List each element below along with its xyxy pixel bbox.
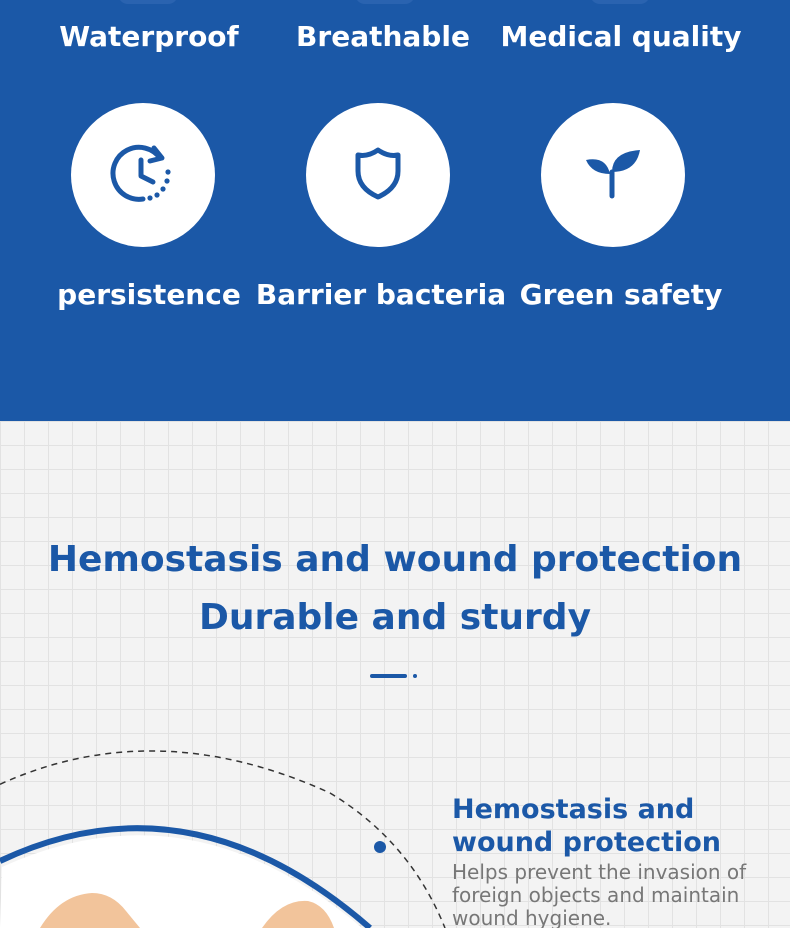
feature-circle-remnant: [355, 0, 415, 4]
detail-title-line2: wound protection: [452, 827, 722, 858]
product-detail-section: [0, 421, 790, 928]
feature-label-waterproof: Waterproof: [59, 20, 239, 53]
sprout-icon: [578, 138, 648, 212]
green-safety-circle: [541, 103, 685, 247]
clock-refresh-icon: [108, 138, 178, 212]
detail-title: [452, 793, 772, 859]
detail-desc-line2: foreign objects and maintain: [452, 883, 740, 907]
shield-icon: [348, 143, 408, 207]
feature-label-barrier-bacteria: Barrier bacteria: [255, 278, 507, 311]
feature-label-breathable: Breathable: [296, 20, 470, 53]
orbit-marker-dot: [374, 841, 386, 853]
features-section: [0, 0, 790, 421]
feature-circle-remnant: [590, 0, 650, 4]
section-headline: Hemostasis and wound protection: [47, 539, 743, 580]
detail-description: [452, 861, 772, 928]
section-subheadline: Durable and sturdy: [198, 597, 592, 638]
feature-label-medical-quality: Medical quality: [500, 20, 742, 53]
barrier-bacteria-circle: [306, 103, 450, 247]
feature-label-persistence: persistence: [57, 278, 241, 311]
detail-title-line1: Hemostasis and: [452, 794, 695, 825]
feature-circle-remnant: [118, 0, 178, 4]
feature-label-green-safety: Green safety: [519, 278, 723, 311]
persistence-circle: [71, 103, 215, 247]
detail-desc-line1: Helps prevent the invasion of: [452, 860, 747, 884]
detail-desc-line3: wound hygiene.: [452, 906, 612, 928]
